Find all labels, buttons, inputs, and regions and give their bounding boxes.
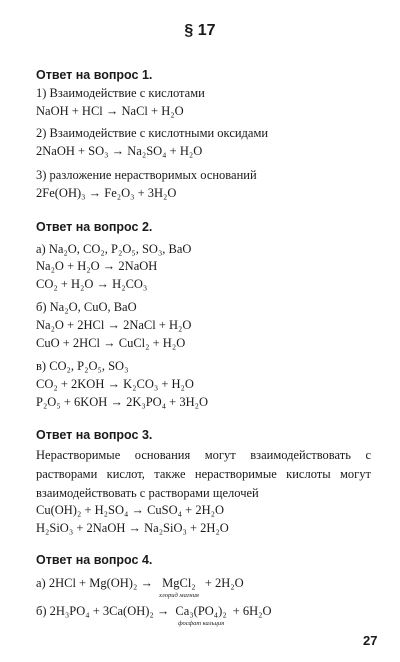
q2-line: P₂O₅ + 6KOH → 2K₃PO₄ + 3H₂O [36, 395, 209, 409]
question-3-heading: Ответ на вопрос 3. [36, 428, 153, 442]
q1-line: 2NaOH + SO₃ → Na₂SO₄ + H₂O [36, 144, 203, 158]
q2-line: б) Na₂O, CuO, BaO [36, 300, 137, 314]
product-formula: MgCl₂ [162, 576, 196, 590]
q2-line: в) CO₂, P₂O₅, SO₃ [36, 359, 129, 373]
q2-line: CuO + 2HCl → CuCl₂ + H₂O [36, 336, 186, 350]
equation-right: + 2H₂O [204, 576, 244, 590]
q1-line: NaOH + HCl → NaCl + H₂O [36, 104, 184, 118]
q3-line: H₂SiO₃ + 2NaOH → Na₂SiO₃ + 2H₂O [36, 521, 229, 535]
equation-left: б) 2H₃PO₄ + 3Ca(OH)₂ → [36, 604, 170, 618]
q1-line: 3) разложение нерастворимых оснований [36, 168, 257, 182]
product-name: фосфат кальция [177, 620, 225, 627]
q4-equation-b [36, 604, 272, 627]
product-name: хлорид магния [158, 592, 199, 599]
product-with-name [175, 604, 226, 627]
question-2-heading: Ответ на вопрос 2. [36, 220, 153, 234]
page-number: 27 [363, 633, 378, 648]
q1-line: 1) Взаимодействие с кислотами [36, 86, 205, 100]
q2-line: CO₂ + 2KOH → K₂CO₃ + H₂O [36, 377, 194, 391]
equation-left: а) 2HCl + Mg(OH)₂ → [36, 576, 153, 590]
q1-line: 2Fe(OH)₃ → Fe₂O₃ + 3H₂O [36, 186, 177, 200]
product-formula: Ca₃(PO₄)₂ [175, 604, 227, 618]
question-4-heading: Ответ на вопрос 4. [36, 553, 153, 567]
q2-line: CO₂ + H₂O → H₂CO₃ [36, 277, 148, 291]
q1-line: 2) Взаимодействие с кислотными оксидами [36, 126, 269, 140]
q4-equation-a [36, 576, 244, 599]
question-1-heading: Ответ на вопрос 1. [36, 68, 153, 82]
product-with-name [159, 576, 199, 599]
q3-line: Cu(OH)₂ + H₂SO₄ → CuSO₄ + 2H₂O [36, 503, 224, 517]
q2-line: а) Na₂O, CO₂, P₂O₅, SO₃, BaO [36, 242, 192, 256]
q2-line: Na₂O + H₂O → 2NaOH [36, 259, 158, 273]
equation-right: + 6H₂O [232, 604, 272, 618]
q2-line: Na₂O + 2HCl → 2NaCl + H₂O [36, 318, 192, 332]
q3-paragraph: Нерастворимые основания могут взаимодействовать с растворами кислот, также нерастворимые кислоты могут взаимодействовать с растворами щелочей [36, 448, 371, 500]
section-title: § 17 [184, 22, 216, 39]
